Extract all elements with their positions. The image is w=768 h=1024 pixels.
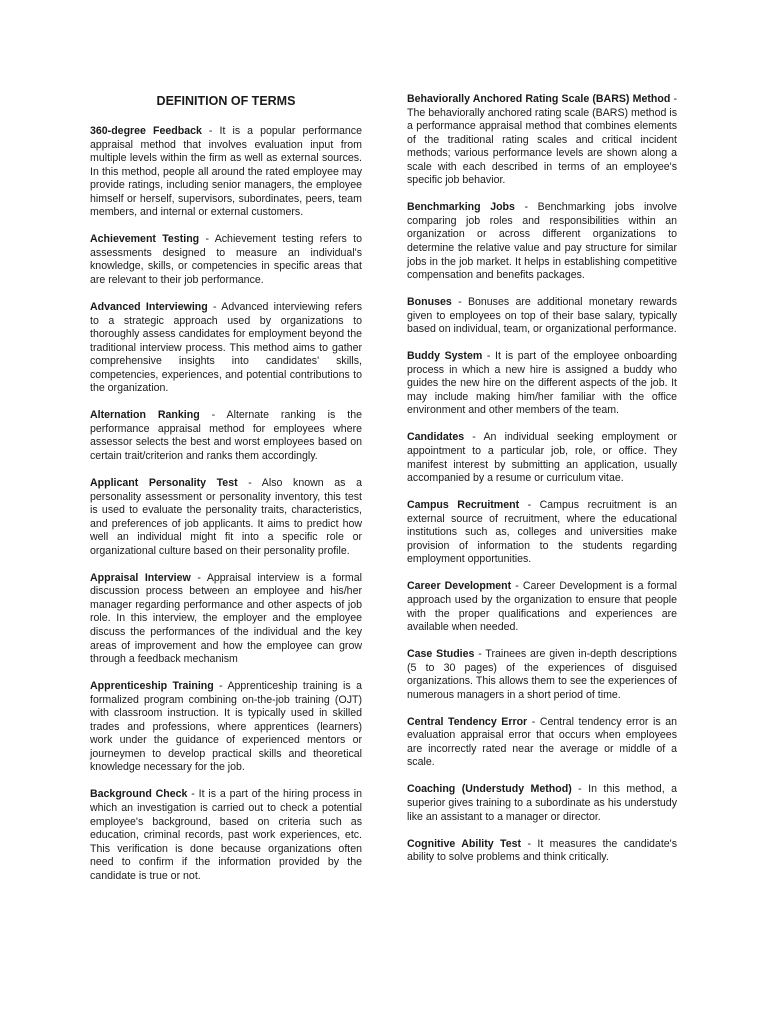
term-name: 360-degree Feedback bbox=[90, 125, 202, 137]
right-column bbox=[407, 92, 677, 878]
term-name: Campus Recruitment bbox=[407, 499, 520, 512]
term-name: Background Check bbox=[90, 788, 188, 801]
term-entry bbox=[407, 431, 677, 485]
term-definition: - It is a popular performance appraisal method that involves evaluation input from multiple levels within the firm as well as external sources. In this method, people all around the rated employee may provide ratings, including senior managers, the employee himself or herself, supervisors, subordinates, peers, team members, and internal or external customers. bbox=[90, 125, 362, 219]
term-definition: - Advanced interviewing refers to a strategic approach used by organizations to thoroughly assess candidates for employment beyond the traditional interview process. This method aims to gather comprehensive insights into candidates' skills, competencies, experiences, and potential contributions to the organization. bbox=[90, 301, 362, 395]
term-definition: - Campus recruitment is an external source of recruitment, where the educational institutions such as, colleges and universities make provision of information to the students regarding employment opportunities. bbox=[407, 499, 677, 566]
term-entry bbox=[407, 93, 677, 188]
term-entry bbox=[90, 233, 362, 287]
term-entry bbox=[407, 499, 677, 567]
term-name: Apprenticeship Training bbox=[90, 680, 214, 693]
page-title: DEFINITION OF TERMS bbox=[156, 94, 296, 108]
term-entry bbox=[407, 716, 677, 770]
term-entry bbox=[90, 477, 362, 558]
term-entry bbox=[407, 648, 677, 702]
term-name: Career Development bbox=[407, 580, 512, 593]
term-name: Appraisal Interview bbox=[90, 571, 191, 584]
term-name: Alternation Ranking bbox=[90, 409, 200, 422]
term-definition: - Bonuses are additional monetary rewards given to employees on top of their base salary, typically based on individual, team, or organizational performance. bbox=[407, 296, 677, 336]
term-definition: - Career Development is a formal approach used by the organization to ensure that people with the proper qualifications and experiences are available when needed. bbox=[407, 580, 677, 634]
term-entry bbox=[407, 838, 677, 865]
term-entry bbox=[407, 350, 677, 418]
term-name: Benchmarking Jobs bbox=[407, 201, 515, 214]
term-name: Case Studies bbox=[407, 648, 475, 661]
term-name: Applicant Personality Test bbox=[90, 477, 238, 490]
term-definition: - Trainees are given in-depth descriptions (5 to 30 pages) of the experiences of disguised organizations. This allows them to see the experiences of numerous managers in a short period of time. bbox=[407, 648, 677, 701]
left-column bbox=[90, 92, 362, 897]
term-entry bbox=[407, 783, 677, 824]
term-name: Buddy System bbox=[407, 350, 483, 363]
term-definition: - Appraisal interview is a formal discussion process between an employee and his/her manager regarding performance and other aspects of job role. In this interview, the employer and the employee discuss the performances of the individual and the key areas of improvement and how the employee can grow through a feedback mechanism bbox=[90, 571, 362, 666]
term-definition: - An individual seeking employment or appointment to a particular job, role, or office. They manifest interest by submitting an application, usually accompanied by a resume or curriculum vitae. bbox=[407, 431, 677, 485]
term-name: Behaviorally Anchored Rating Scale (BARS) Method bbox=[407, 93, 671, 105]
term-entry bbox=[90, 572, 362, 667]
term-name: Achievement Testing bbox=[90, 233, 200, 246]
term-entry bbox=[407, 296, 677, 337]
term-name: Coaching (Understudy Method) bbox=[407, 783, 572, 796]
term-definition: - Also known as a personality assessment or personality inventory, this test is used to evaluate the personality traits, characteristics, and preferences of job applicants. It aims to predict how well an individual might fit into a specific role or organizational culture based on their personality profile. bbox=[90, 477, 362, 557]
term-definition: - Apprenticeship training is a formalized program combining on-the-job training (OJT) with classroom instruction. It is typically used in skilled trades and professions, where apprentices (learners) work under the guidance of experienced mentors or journeymen to develop practical skills and theoretical knowledge necessary for the job. bbox=[90, 680, 362, 774]
term-entry bbox=[90, 680, 362, 775]
term-definition: - Central tendency error is an evaluation appraisal error that occurs when employees are incorrectly rated near the average or middle of a scale. bbox=[407, 715, 677, 769]
term-definition: - It is a part of the hiring process in which an investigation is carried out to check a potential employee's background, based on criteria such as education, criminal records, past work experiences, etc. This verification is done because organizations often need to confirm if the information provided by the candidate is true or not. bbox=[90, 788, 362, 882]
term-entry bbox=[90, 788, 362, 883]
term-name: Advanced Interviewing bbox=[90, 301, 208, 314]
term-name: Central Tendency Error bbox=[407, 715, 528, 728]
term-entry bbox=[90, 301, 362, 396]
term-definition: - Alternate ranking is the performance appraisal method for employees where assessor selects the best and worst employees based on certain trait/criterion and ranks them accordingly. bbox=[90, 409, 362, 462]
term-name: Bonuses bbox=[407, 296, 452, 309]
term-name: Cognitive Ability Test bbox=[407, 837, 522, 850]
term-definition: - Achievement testing refers to assessments designed to measure an individual's knowledge, skills, or competencies in specific areas that are relevant to their job performance. bbox=[90, 233, 362, 286]
term-name: Candidates bbox=[407, 431, 465, 444]
term-entry bbox=[407, 580, 677, 634]
term-definition: - The behaviorally anchored rating scale (BARS) method is a performance appraisal method that combines elements of the traditional rating scales and critical incident methods; various performance levels are shown along a scale with each described in terms of an employee's specific job behavior. bbox=[407, 93, 677, 187]
term-definition: - It measures the candidate's ability to solve problems and think critically. bbox=[407, 837, 677, 864]
term-definition: - In this method, a superior gives training to a subordinate as his understudy like an assistant to a manager or director. bbox=[407, 783, 677, 823]
term-entry bbox=[90, 125, 362, 220]
term-definition: - It is part of the employee onboarding process in which a new hire is assigned a buddy who guides the new hire on the different aspects of the job. It may include making him/her familiar with the office environment and other members of the team. bbox=[407, 350, 677, 417]
term-definition: - Benchmarking jobs involve comparing job roles and responsibilities within an organization or across different organizations to determine the relative value and pay structure for similar jobs in the job market. It helps in establishing competitive compensation and benefits packages. bbox=[407, 201, 677, 282]
term-entry bbox=[90, 409, 362, 463]
term-entry bbox=[407, 201, 677, 282]
